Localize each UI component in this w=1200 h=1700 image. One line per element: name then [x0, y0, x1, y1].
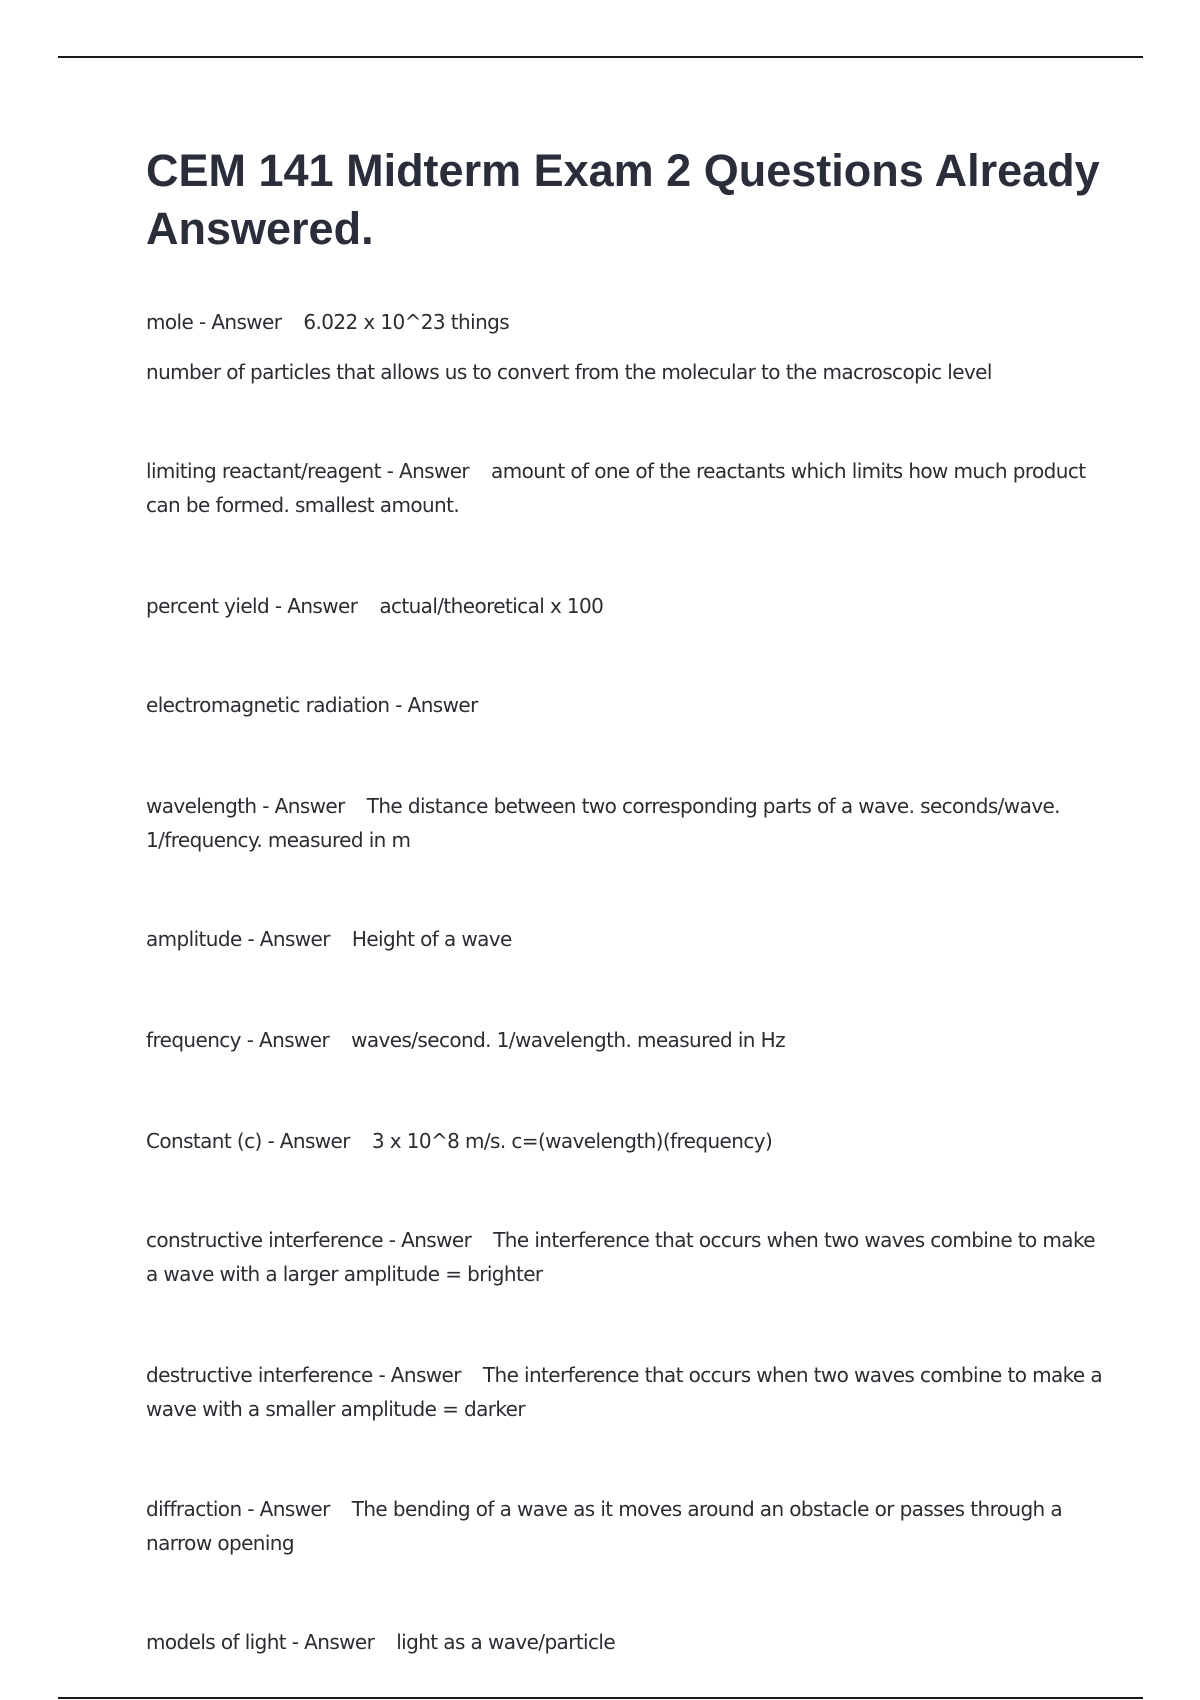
entry-term: amplitude — [146, 927, 242, 951]
answer-separator: - Answer — [247, 927, 330, 951]
entry-term: models of light — [146, 1630, 287, 1654]
entry-term: frequency — [146, 1028, 241, 1052]
entry-answer: The distance between two corresponding parts of a wave. seconds/wave. 1/frequency. measured in m — [146, 794, 1060, 852]
answer-separator: - Answer — [198, 310, 282, 334]
entry-destructive-interference — [146, 1358, 1106, 1426]
answer-separator: - Answer — [388, 1228, 472, 1252]
bottom-rule — [58, 1697, 1143, 1699]
entry-answer: Height of a wave — [351, 927, 512, 951]
answer-separator: - Answer — [378, 1363, 461, 1387]
entry-diffraction — [146, 1492, 1106, 1560]
entry-answer: waves/second. 1/wavelength. measured in Hz — [351, 1028, 785, 1052]
mole-note: number of particles that allows us to convert from the molecular to the macroscopic level — [146, 360, 992, 384]
entry-term: wavelength — [146, 794, 257, 818]
entry-mole — [146, 305, 1106, 339]
entry-term: diffraction — [146, 1497, 242, 1521]
entry-term: destructive interference — [146, 1363, 373, 1387]
entry-term: constructive interference — [146, 1228, 383, 1252]
answer-separator: - Answer — [386, 459, 470, 483]
entry-answer: amount of one of the reactants which limits how much product can be formed. smallest amount. — [146, 459, 1086, 517]
entry-models-of-light — [146, 1625, 1106, 1659]
entry-answer: The bending of a wave as it moves around an obstacle or passes through a narrow opening — [146, 1497, 1063, 1555]
answer-separator: - Answer — [267, 1129, 350, 1153]
entry-wavelength — [146, 789, 1106, 857]
answer-separator: - Answer — [262, 794, 345, 818]
answer-separator: - Answer — [274, 594, 358, 618]
entry-term: percent yield — [146, 594, 270, 618]
entry-term: Constant (c) — [146, 1129, 262, 1153]
entry-term: electromagnetic radiation — [146, 693, 390, 717]
entry-answer: The interference that occurs when two waves combine to make a wave with a smaller amplitude = darker — [146, 1363, 1103, 1421]
entry-amplitude — [146, 922, 1106, 956]
entry-term: limiting reactant/reagent — [146, 459, 381, 483]
top-rule — [58, 56, 1143, 58]
entry-constant-c — [146, 1124, 1106, 1158]
entry-answer: 3 x 10^8 m/s. c=(wavelength)(frequency) — [371, 1129, 773, 1153]
entry-answer: actual/theoretical x 100 — [379, 594, 604, 618]
entry-answer: light as a wave/particle — [396, 1630, 616, 1654]
entry-answer: The interference that occurs when two waves combine to make a wave with a larger amplitude = brighter — [146, 1228, 1095, 1286]
entry-electromagnetic-radiation — [146, 688, 1106, 722]
entry-answer: 6.022 x 10^23 things — [303, 310, 510, 334]
answer-separator: - Answer — [246, 1028, 330, 1052]
entry-percent-yield — [146, 589, 1106, 623]
entry-term: mole — [146, 310, 194, 334]
page-title: CEM 141 Midterm Exam 2 Questions Already Answered. — [146, 145, 1100, 254]
answer-separator: - Answer — [395, 693, 478, 717]
entry-limiting-reactant — [146, 454, 1106, 522]
entry-constructive-interference — [146, 1223, 1106, 1291]
answer-separator: - Answer — [247, 1497, 330, 1521]
answer-separator: - Answer — [291, 1630, 375, 1654]
entry-frequency — [146, 1023, 1106, 1057]
